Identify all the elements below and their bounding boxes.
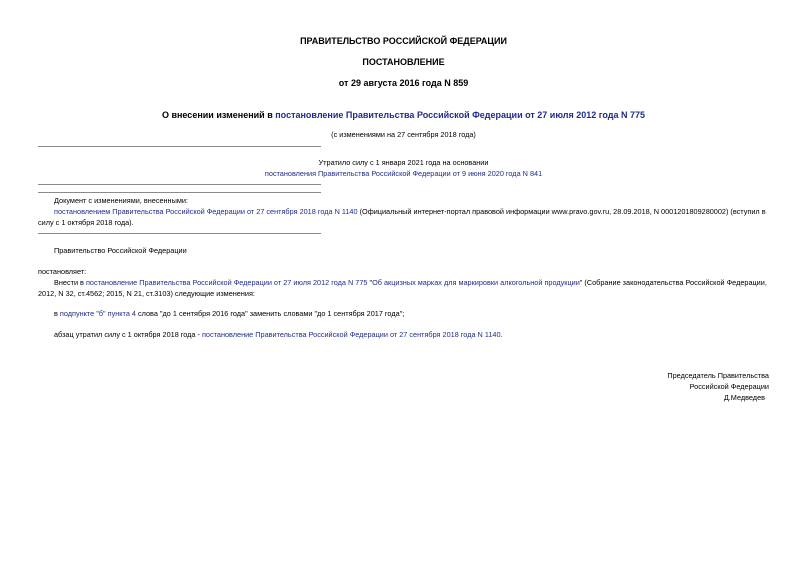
changes-link-1140[interactable]: постановлением Правительства Российской Федерации от 27 сентября 2018 года N 1140 <box>54 207 358 216</box>
p3-prefix: абзац утратил силу с 1 октября 2018 года - <box>54 330 202 339</box>
p3-link-1140[interactable]: постановление Правительства Российской Федерации от 27 сентября 2018 года N 1140 <box>201 330 501 339</box>
paragraph-2 <box>54 308 404 319</box>
expired-note: Утратило силу с 1 января 2021 года на основании <box>318 158 489 167</box>
expired-link-841[interactable]: постановления Правительства Российской Федерации от 9 июня 2020 года N 841 <box>264 169 543 178</box>
changes-line <box>54 206 766 217</box>
revision-note: (с изменениями на 27 сентября 2018 года) <box>331 130 476 139</box>
paragraph-1-cont: 2012, N 32, ст.4562; 2015, N 21, ст.3103) следующие изменения: <box>38 289 255 298</box>
changes-source: (Официальный интернет-портал правовой информации www.pravo.gov.ru, 28.09.2018, N 0001201809280002) (вступил в <box>357 207 766 216</box>
signature-title: Председатель Правительства <box>667 371 769 380</box>
doc-type-heading: ПОСТАНОВЛЕНИЕ <box>362 57 445 67</box>
changes-label: Документ с изменениями, внесенными: <box>54 196 188 205</box>
date-number-heading: от 29 августа 2016 года N 859 <box>338 78 469 88</box>
signature-name: Д.Медведев <box>723 393 765 402</box>
signature-country: Российской Федерации <box>689 382 769 391</box>
p2-prefix: в <box>54 309 60 318</box>
p1-link-775[interactable]: постановление Правительства Российской Федерации от 27 июля 2012 года N 775 <box>85 278 368 287</box>
p1-link-excise[interactable]: Об акцизных марках для маркировки алкогольной продукции <box>372 278 580 287</box>
paragraph-3 <box>54 329 503 340</box>
document-title <box>0 110 807 120</box>
divider <box>38 233 321 234</box>
government-heading: ПРАВИТЕЛЬСТВО РОССИЙСКОЙ ФЕДЕРАЦИИ <box>300 36 507 46</box>
p2-rest: слова "до 1 сентября 2016 года" заменить словами "до 1 сентября 2017 года"; <box>135 309 405 318</box>
p1-prefix: Внести в <box>54 278 86 287</box>
changes-effective: силу с 1 октября 2018 года). <box>38 218 134 227</box>
title-link-775[interactable]: постановление Правительства Российской Федерации от 27 июля 2012 года N 775 <box>275 110 646 120</box>
divider <box>38 184 321 185</box>
p1-mid: " <box>367 278 373 287</box>
body-decrees: постановляет: <box>38 267 87 276</box>
divider <box>38 192 321 193</box>
divider <box>38 146 321 147</box>
body-government: Правительство Российской Федерации <box>54 246 187 255</box>
paragraph-1 <box>54 277 767 288</box>
p3-end: . <box>500 330 503 339</box>
p2-link-subclause[interactable]: подпункте "б" пункта 4 <box>59 309 136 318</box>
title-prefix: О внесении изменений в <box>161 110 276 120</box>
expired-link-line <box>0 169 807 178</box>
p1-rest: " (Собрание законодательства Российской Федерации, <box>579 278 767 287</box>
